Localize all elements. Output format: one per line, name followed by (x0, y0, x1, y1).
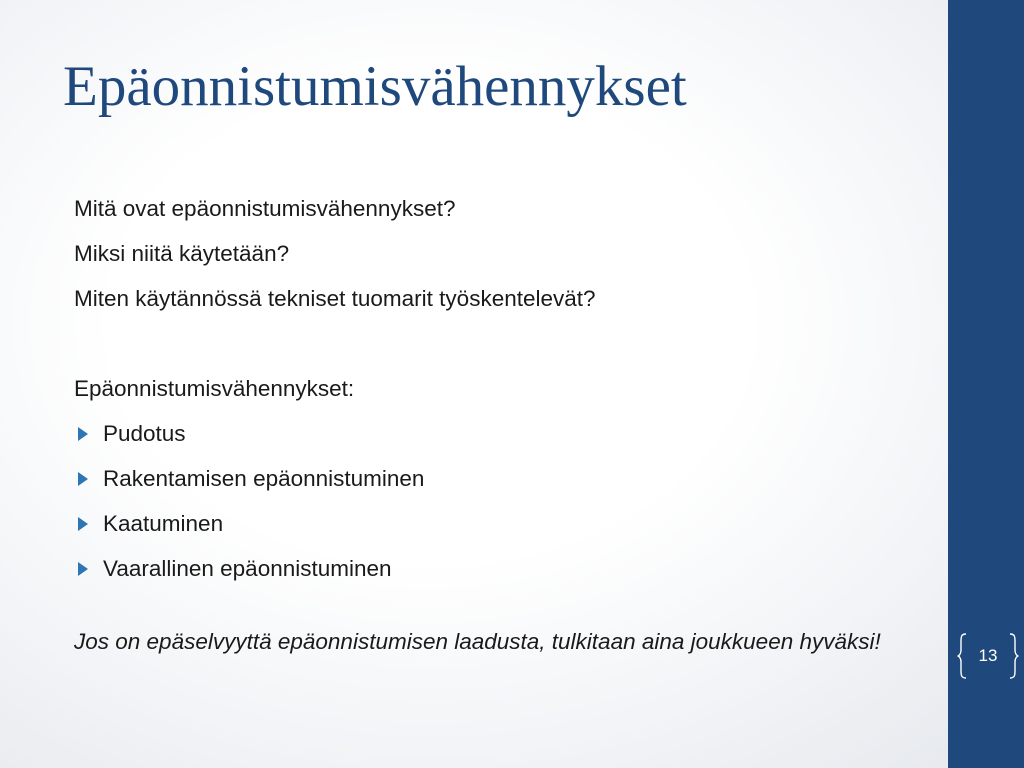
question-2: Miksi niitä käytetään? (74, 241, 290, 266)
triangle-right-icon (77, 426, 89, 442)
list-item (74, 501, 924, 546)
list-item (74, 546, 924, 591)
triangle-right-icon (77, 561, 89, 577)
list-item-label: Rakentamisen epäonnistuminen (103, 466, 425, 491)
list-item-label: Kaatuminen (103, 511, 224, 536)
list-item (74, 411, 924, 456)
slide-number: 13 (978, 646, 998, 665)
list-item (74, 456, 924, 501)
triangle-right-icon (77, 471, 89, 487)
list-item-label: Vaarallinen epäonnistuminen (103, 556, 392, 581)
list-item-label: Pudotus (103, 421, 186, 446)
triangle-right-icon (77, 516, 89, 532)
slide-body (74, 186, 924, 659)
spacer (74, 321, 924, 366)
list-heading: Epäonnistumisvähennykset: (74, 376, 355, 401)
question-3: Miten käytännössä tekniset tuomarit työskentelevät? (74, 286, 596, 311)
question-1: Mitä ovat epäonnistumisvähennykset? (74, 196, 456, 221)
slide-number-badge (957, 632, 1019, 680)
slide-title: Epäonnistumisvähennykset (63, 55, 687, 118)
note-text: Jos on epäselvyyttä epäonnistumisen laadusta, tulkitaan aina joukkueen hyväksi! (74, 629, 881, 654)
